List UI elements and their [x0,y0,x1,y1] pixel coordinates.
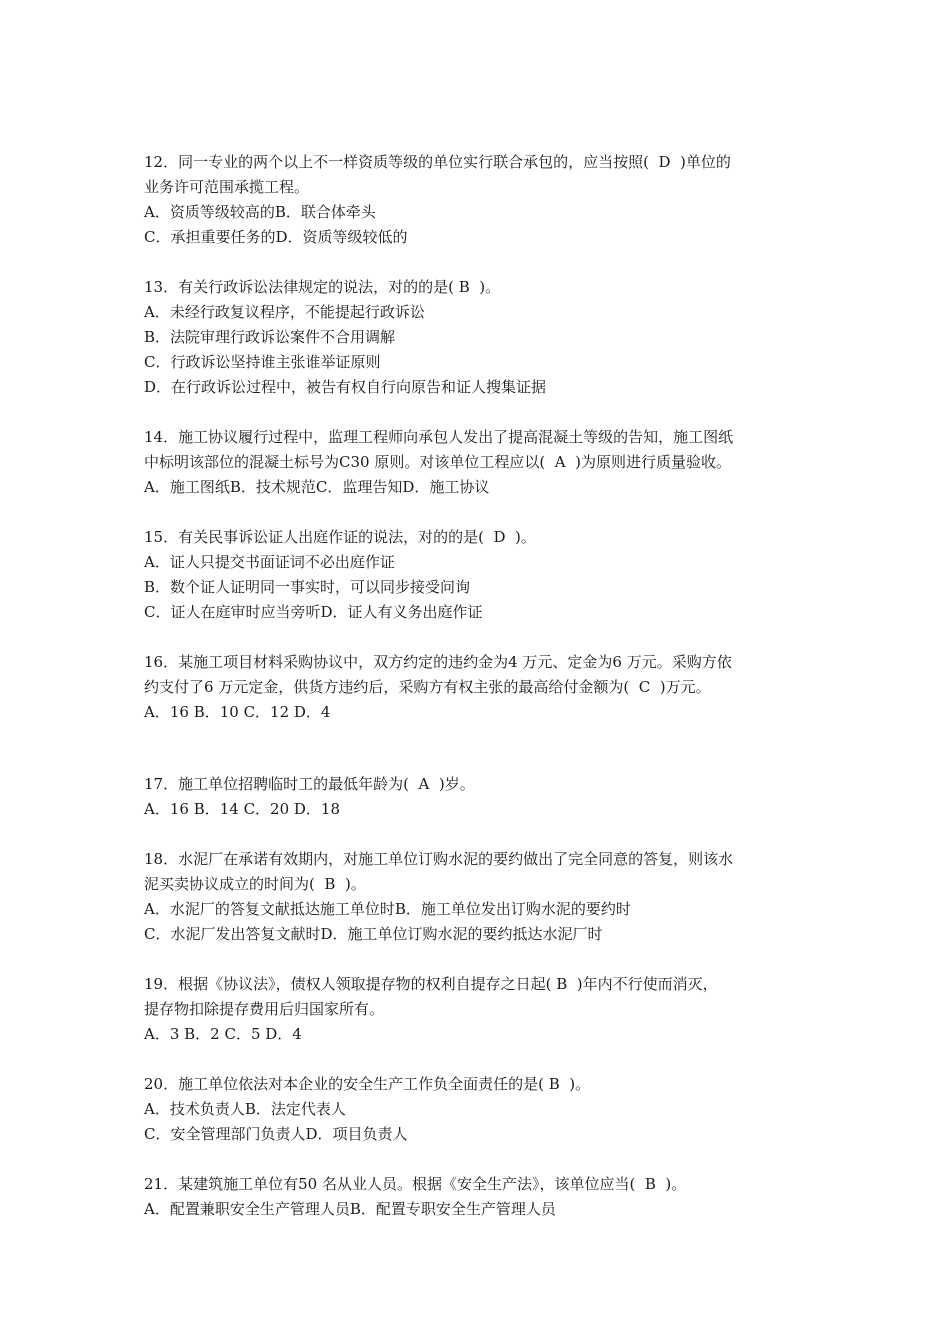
answer-option: B．法院审理行政诉讼案件不合用调解 [144,328,396,346]
answer-option: D．在行政诉讼过程中，被告有权自行向原告和证人搜集证据 [144,378,547,396]
question-stem: 16．某施工项目材料采购协议中，双方约定的违约金为4 万元、定金为6 万元。采购方依 [144,653,732,671]
answer-option: A．资质等级较高的B．联合体牵头 [144,203,376,221]
answer-option: C．安全管理部门负责人D．项目负责人 [144,1125,408,1143]
question-stem: 业务许可范围承揽工程。 [144,178,310,196]
question-stem: 14．施工协议履行过程中，监理工程师向承包人发出了提高混凝土等级的告知，施工图纸 [144,428,734,446]
question-stem: 17．施工单位招聘临时工的最低年龄为( A )岁。 [144,775,475,793]
question-stem: 中标明该部位的混凝土标号为C30 原则。对该单位工程应以( A )为原则进行质量验收。 [144,453,731,471]
answer-option: C．承担重要任务的D．资质等级较低的 [144,228,408,246]
answer-option: A．配置兼职安全生产管理人员B．配置专职安全生产管理人员 [144,1200,556,1218]
question-stem: 约支付了6 万元定金，供货方违约后，采购方有权主张的最高给付金额为( C )万元。 [144,678,711,696]
question-18 [144,847,824,947]
question-stem: 泥买卖协议成立的时间为( B )。 [144,875,366,893]
question-16 [144,650,824,725]
question-17 [144,772,824,822]
question-14 [144,425,824,500]
answer-option: C．证人在庭审时应当旁听D．证人有义务出庭作证 [144,603,483,621]
question-stem: 21．某建筑施工单位有50 名从业人员。根据《安全生产法》，该单位应当( B )。 [144,1175,687,1193]
answer-option: A．16 B．10 C．12 D．4 [144,703,331,721]
answer-option: A．3 B．2 C．5 D．4 [144,1025,302,1043]
question-stem: 提存物扣除提存费用后归国家所有。 [144,1000,385,1018]
answer-option: B．数个证人证明同一事实时，可以同步接受问询 [144,578,471,596]
answer-option: A．16 B．14 C．20 D．18 [144,800,341,818]
question-stem: 12．同一专业的两个以上不一样资质等级的单位实行联合承包的，应当按照( D )单位的 [144,153,731,171]
question-19 [144,972,824,1047]
answer-option: A．未经行政复议程序，不能提起行政诉讼 [144,303,425,321]
question-stem: 19．根据《协议法》，债权人领取提存物的权利自提存之日起( B )年内不行使而消灭， [144,975,718,993]
question-list [144,150,824,1247]
answer-option: A．证人只提交书面证词不必出庭作证 [144,553,395,571]
question-12 [144,150,824,250]
answer-option: A．技术负责人B．法定代表人 [144,1100,346,1118]
question-20 [144,1072,824,1147]
question-stem: 20．施工单位依法对本企业的安全生产工作负全面责任的是( B )。 [144,1075,591,1093]
question-stem: 13．有关行政诉讼法律规定的说法，对的的是( B )。 [144,278,501,296]
question-21 [144,1172,824,1222]
answer-option: C．行政诉讼坚持谁主张谁举证原则 [144,353,381,371]
answer-option: A．水泥厂的答复文献抵达施工单位时B．施工单位发出订购水泥的要约时 [144,900,631,918]
question-stem: 15．有关民事诉讼证人出庭作证的说法，对的的是( D )。 [144,528,536,546]
question-13 [144,275,824,400]
answer-option: A．施工图纸B．技术规范C．监理告知D．施工协议 [144,478,490,496]
question-15 [144,525,824,625]
answer-option: C．水泥厂发出答复文献时D．施工单位订购水泥的要约抵达水泥厂时 [144,925,603,943]
question-stem: 18．水泥厂在承诺有效期内，对施工单位订购水泥的要约做出了完全同意的答复，则该水 [144,850,734,868]
